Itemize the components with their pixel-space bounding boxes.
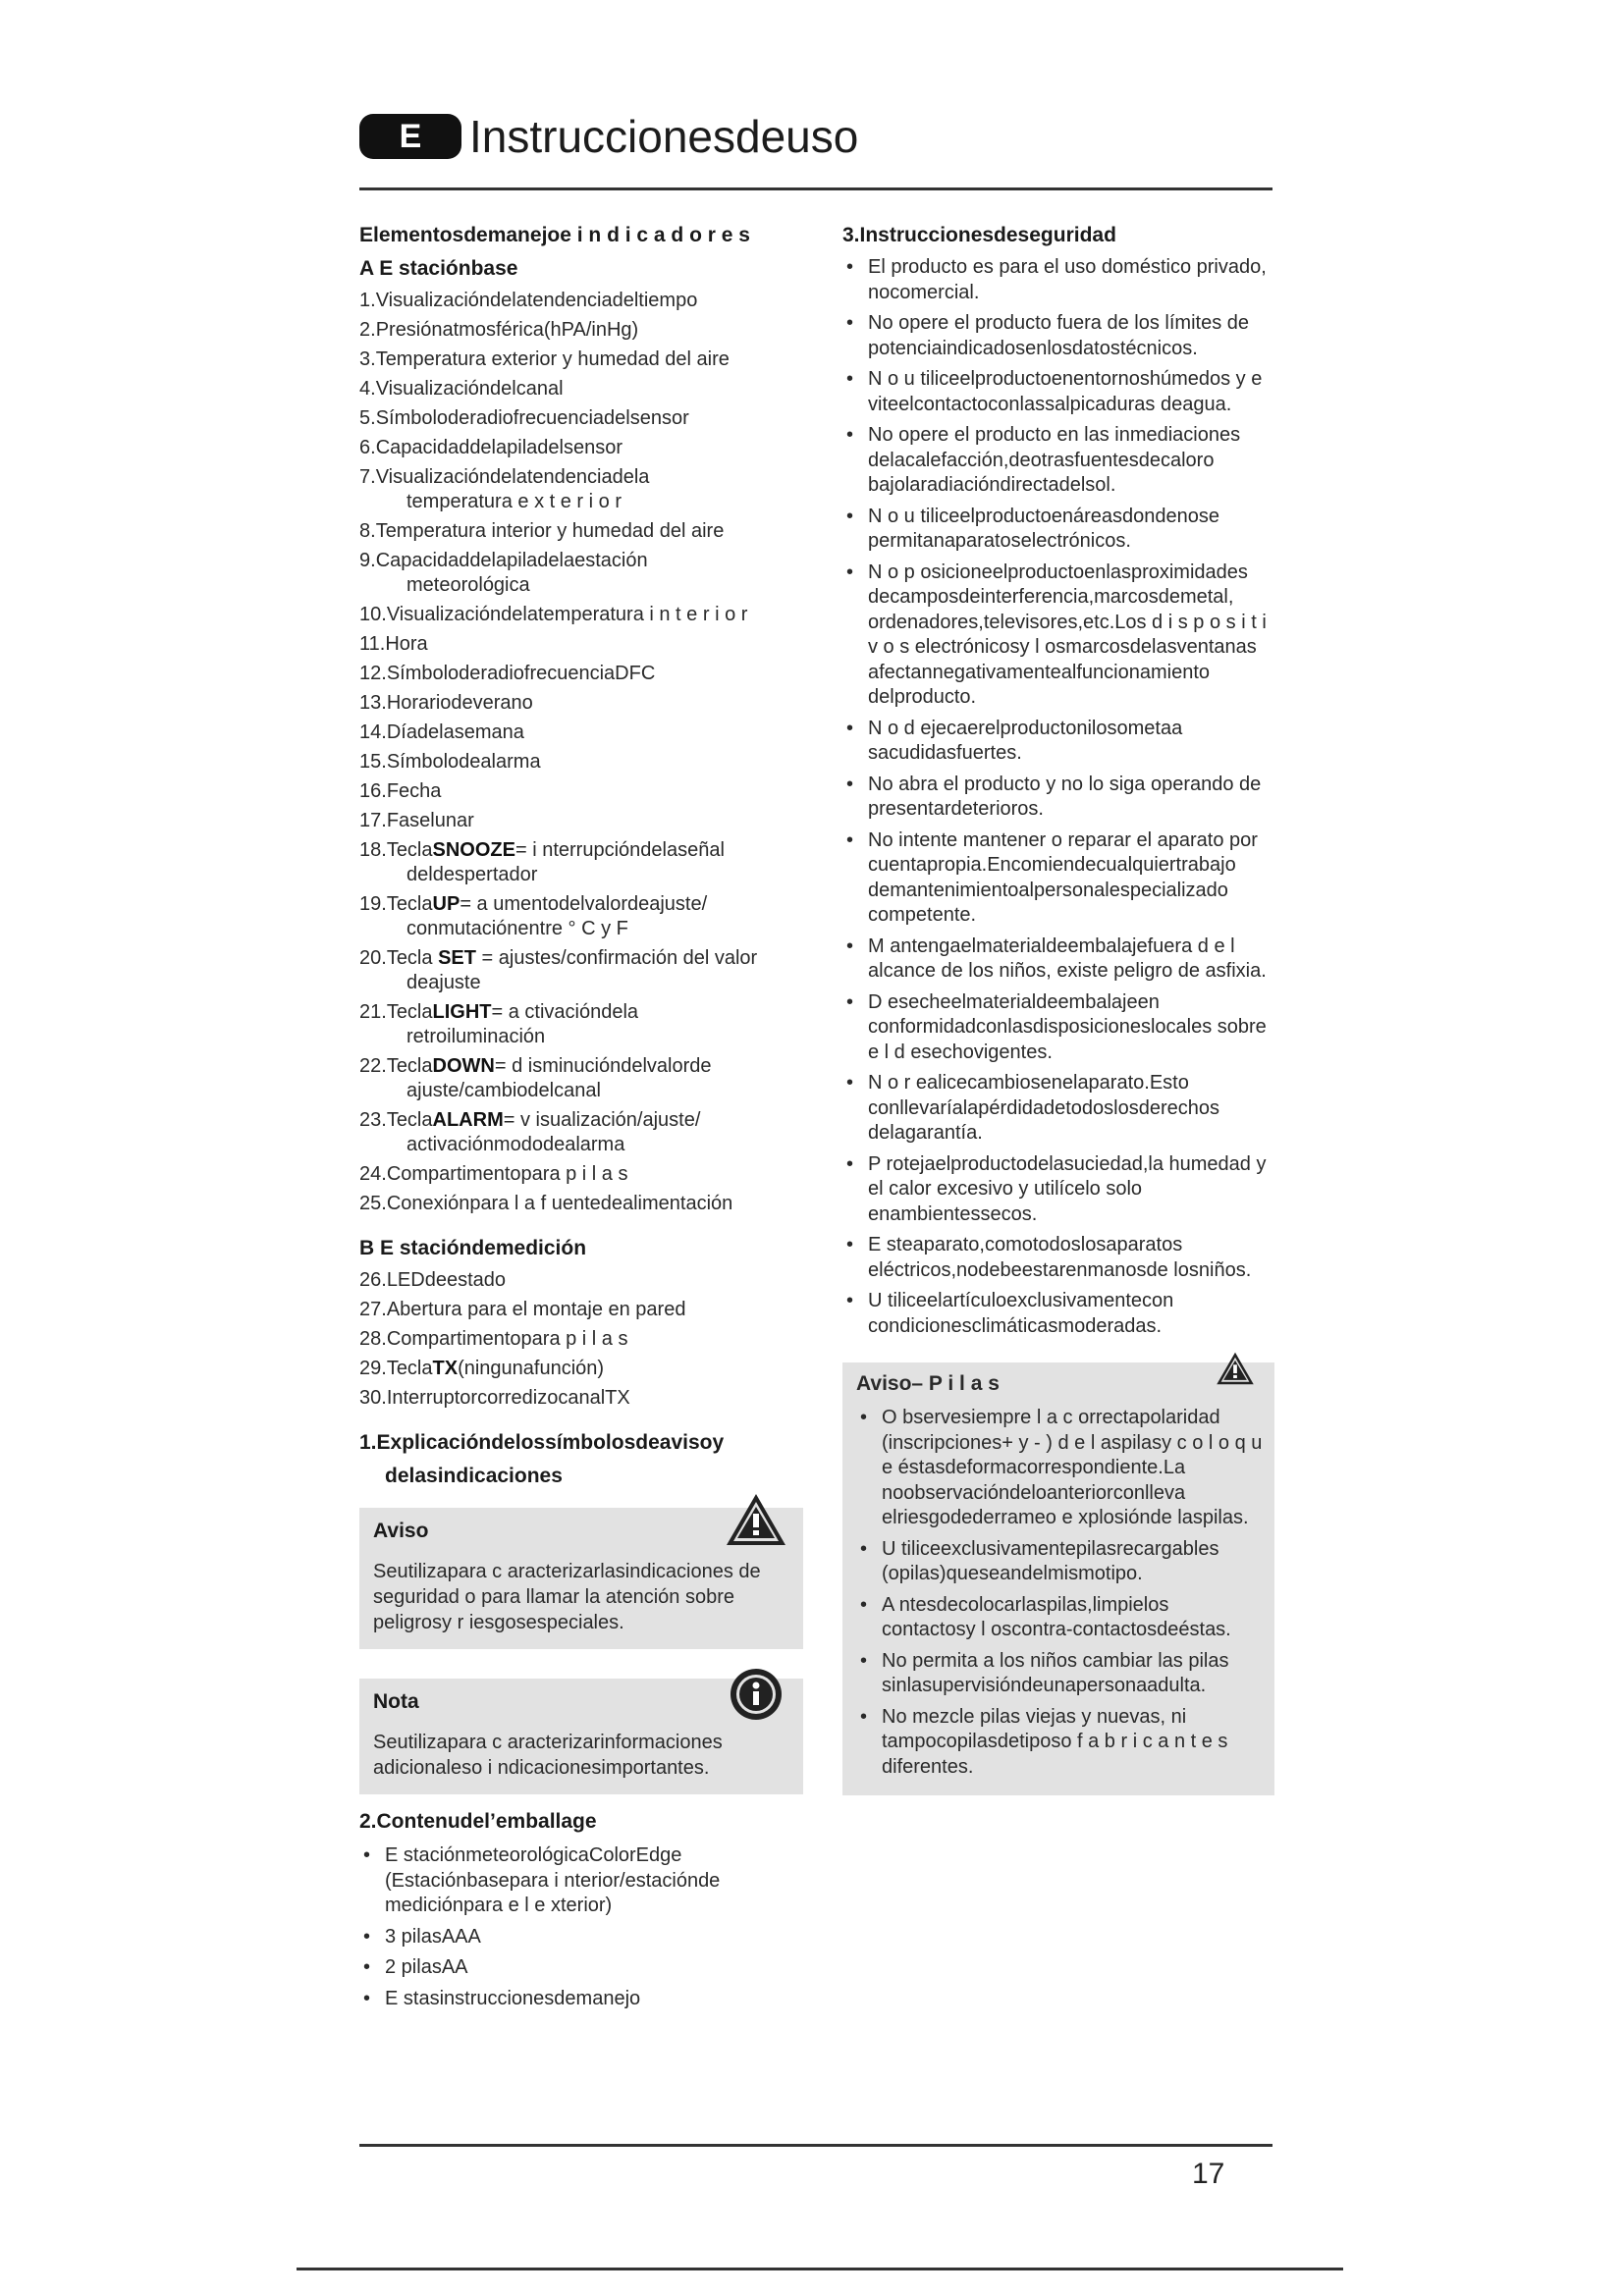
section-title-symbols: 1.Explicacióndelossímbolosdeavisoy: [359, 1431, 725, 1454]
item-number: 22.: [359, 1055, 387, 1077]
list-item: [359, 721, 803, 745]
item-number: 12.: [359, 663, 387, 684]
bullet-item: • E steaparato,comotodoslosaparatos eléctricos,nodebeestarenmanosde losniños.: [842, 1233, 1274, 1283]
list-item: [359, 406, 803, 431]
elements-list-measuring: [359, 1268, 803, 1411]
item-number: 2.: [359, 319, 376, 341]
battery-warning-box: [842, 1362, 1274, 1795]
list-item: [359, 377, 803, 401]
item-continuation: meteorológica: [406, 574, 530, 596]
item-number: 17.: [359, 810, 387, 831]
bullet-item: • N o u tiliceelproductoenáreasdondenose permitanaparatoselectrónicos.: [842, 505, 1274, 555]
item-text: Horariodeverano: [386, 692, 533, 714]
item-text: (ningunafunción): [458, 1358, 605, 1379]
item-prefix: Tecla: [386, 893, 433, 915]
section-title-safety: 3.Instruccionesdeseguridad: [842, 224, 1116, 246]
item-number: 28.: [359, 1328, 387, 1350]
list-item: [359, 289, 803, 313]
section-title-contents: 2.Contenudel’emballage: [359, 1810, 597, 1833]
bullet-item: • U tiliceelartículoexclusivamentecon condicionesclimáticasmoderadas.: [842, 1289, 1274, 1339]
bullet-item: • N o r ealicecambiosenelaparato.Esto conllevaríalapérdidadetodoslosderechos delagarantía.: [842, 1071, 1274, 1147]
list-item: [359, 1192, 803, 1216]
item-text: Capacidaddelapiladelsensor: [375, 437, 623, 458]
item-number: 21.: [359, 1001, 387, 1023]
item-text: Presiónatmosférica(hPA/inHg): [375, 319, 639, 341]
item-text: InterruptorcorredizocanalTX: [386, 1387, 630, 1409]
list-item: [359, 809, 803, 833]
info-icon: [729, 1667, 784, 1722]
item-text: = a ctivacióndela: [491, 1001, 639, 1023]
item-number: 4.: [359, 378, 376, 400]
elements-list-base: [359, 289, 803, 1216]
item-number: 11.: [359, 633, 386, 655]
page-bottom-line: [297, 2268, 1343, 2270]
bullet-item: • 3 pilasAAA: [359, 1925, 803, 1950]
item-continuation: deldespertador: [406, 864, 538, 885]
list-item: [359, 662, 803, 686]
list-item: [359, 1386, 803, 1411]
item-continuation: conmutaciónentre ° C y F: [406, 918, 628, 939]
item-text: Hora: [385, 633, 428, 655]
list-item: [359, 1298, 803, 1322]
item-prefix: Tecla: [386, 1001, 433, 1023]
list-item: [359, 1162, 803, 1187]
contents-list: [359, 1843, 803, 2011]
list-item: [359, 1268, 803, 1293]
item-text: Temperatura interior y humedad del aire: [375, 520, 725, 542]
bullet-item: • E staciónmeteorológicaColorEdge (Estaciónbasepara i nterior/estaciónde mediciónpara e l e xterior): [359, 1843, 803, 1919]
bullet-item: • E stasinstruccionesdemanejo: [359, 1987, 803, 2012]
list-item: [359, 838, 803, 887]
bullet-item: • No abra el producto y no lo siga operando de presentardeterioros.: [842, 773, 1274, 823]
bullet-item: • N o p osicioneelproductoenlasproximidades decamposdeinterferencia,marcosdemetal, ordenadores,televisores,etc.Los d i s p o s i t i v o s electrónicosy l osmarcosdelasventanas afectannegativamentealfuncionamiento delproducto.: [842, 561, 1274, 711]
warning-box: [359, 1508, 803, 1649]
item-number: 8.: [359, 520, 376, 542]
item-text: Fecha: [386, 780, 442, 802]
item-number: 15.: [359, 751, 387, 773]
item-prefix: Tecla: [386, 947, 439, 969]
battery-warning-list: [856, 1406, 1265, 1780]
item-number: 24.: [359, 1163, 387, 1185]
item-text: LEDdeestado: [386, 1269, 507, 1291]
bullet-item: • No permita a los niños cambiar las pilas sinlasupervisióndeunapersonaadulta.: [856, 1649, 1265, 1699]
item-number: 23.: [359, 1109, 387, 1131]
item-text: Visualizacióndelatemperatura i n t e r i o r: [386, 604, 748, 625]
item-text: = v isualización/ajuste/: [503, 1109, 701, 1131]
bullet-item: • N o u tiliceelproductoenentornoshúmedos y e viteelcontactoconlassalpicaduras deagua.: [842, 367, 1274, 417]
bullet-item: • 2 pilasAA: [359, 1955, 803, 1981]
item-prefix: Tecla: [386, 1055, 433, 1077]
item-text: Visualizacióndelcanal: [375, 378, 564, 400]
item-number: 1.: [359, 290, 376, 311]
list-item: [359, 465, 803, 514]
item-continuation: activaciónmododealarma: [406, 1134, 625, 1155]
list-item: [359, 603, 803, 627]
item-number: 13.: [359, 692, 387, 714]
list-item: [359, 779, 803, 804]
bullet-item: • O bservesiempre l a c orrectapolaridad (inscripciones+ y - ) d e l aspilasy c o l o q u e éstasdeformacorrespondiente.La noobservacióndeloanteriorconlleva elriesgodederrameo e xplosiónde laspilas.: [856, 1406, 1265, 1531]
list-item: [359, 347, 803, 372]
item-prefix: Tecla: [386, 1109, 433, 1131]
item-number: 18.: [359, 839, 387, 861]
bullet-item: • U tiliceexclusivamentepilasrecargables (opilas)queseandelmismotipo.: [856, 1537, 1265, 1587]
key-name: DOWN: [432, 1055, 495, 1077]
item-number: 20.: [359, 947, 387, 969]
bullet-item: • M antengaelmaterialdeembalajefuera d e l alcance de los niños, existe peligro de asfixia.: [842, 934, 1274, 985]
item-text: Capacidaddelapiladelaestación: [375, 550, 648, 571]
item-number: 26.: [359, 1269, 387, 1291]
item-number: 10.: [359, 604, 387, 625]
key-name: TX: [432, 1358, 459, 1379]
item-text: Símboloderadiofrecuenciadelsensor: [375, 407, 689, 429]
item-number: 14.: [359, 721, 387, 743]
bullet-item: • N o d ejecaerelproductonilosometaa sacudidasfuertes.: [842, 717, 1274, 767]
warning-triangle-icon: [1216, 1351, 1255, 1386]
item-number: 6.: [359, 437, 376, 458]
item-text: Conexiónpara l a f uentedealimentación: [386, 1193, 733, 1214]
bullet-item: • P rotejaelproductodelasuciedad,la humedad y el calor excesivo y utilícelo solo enambientessecos.: [842, 1152, 1274, 1228]
item-text: Visualizacióndelatendenciadeltiempo: [375, 290, 698, 311]
key-name: SET: [438, 947, 476, 969]
item-number: 29.: [359, 1358, 387, 1379]
list-item: [359, 549, 803, 598]
item-prefix: Tecla: [386, 1358, 433, 1379]
item-text: Compartimentopara p i l a s: [386, 1328, 628, 1350]
key-name: SNOOZE: [432, 839, 515, 861]
list-item: [359, 1108, 803, 1157]
note-title: Nota: [373, 1690, 419, 1713]
bullet-item: • D esecheelmaterialdeembalajeen conformidadconlasdisposicioneslocales sobre e l d esechovigentes.: [842, 990, 1274, 1066]
note-body: Seutilizapara c aracterizarinformaciones adicionaleso i ndicacionesimportantes.: [373, 1732, 723, 1779]
item-text: Símbolodealarma: [386, 751, 541, 773]
key-name: ALARM: [432, 1109, 504, 1131]
subsection-title-base-station: A E staciónbase: [359, 257, 518, 280]
bullet-item: • No intente mantener o reparar el aparato por cuentapropia.Encomiendecualquiertrabajo demantenimientoalpersonalespecializado competente.: [842, 828, 1274, 929]
section-title-elements: Elementosdemanejoe i n d i c a d o r e s: [359, 224, 750, 246]
item-number: 25.: [359, 1193, 387, 1214]
list-item: [359, 1000, 803, 1049]
list-item: [359, 892, 803, 941]
item-text: = d isminucióndelvalorde: [494, 1055, 712, 1077]
warning-body: Seutilizapara c aracterizarlasindicaciones de seguridad o para llamar la atención sobre peligrosy r iesgosespeciales.: [373, 1561, 761, 1633]
section-title-symbols-cont: delasindicaciones: [385, 1465, 563, 1487]
language-badge: E: [359, 114, 461, 159]
warning-title: Aviso: [373, 1520, 429, 1542]
item-continuation: retroiluminación: [406, 1026, 546, 1047]
list-item: [359, 1357, 803, 1381]
item-text: Abertura para el montaje en pared: [386, 1299, 686, 1320]
item-number: 7.: [359, 466, 376, 488]
item-continuation: deajuste: [406, 972, 481, 993]
footer-divider: [359, 2144, 1272, 2147]
page-number: 17: [1192, 2158, 1225, 2190]
item-number: 5.: [359, 407, 376, 429]
list-item: [359, 750, 803, 774]
item-number: 3.: [359, 348, 376, 370]
key-name: UP: [432, 893, 460, 915]
warning-triangle-icon: [725, 1492, 787, 1547]
bullet-item: • No mezcle pilas viejas y nuevas, ni tampocopilasdetiposo f a b r i c a n t e s diferentes.: [856, 1705, 1265, 1781]
item-continuation: temperatura e x t e r i o r: [406, 491, 622, 512]
item-number: 30.: [359, 1387, 387, 1409]
item-text: = a umentodelvalordeajuste/: [460, 893, 708, 915]
item-prefix: Tecla: [386, 839, 433, 861]
subsection-title-measuring-station: B E stacióndemedición: [359, 1237, 587, 1259]
item-text: SímboloderadiofrecuenciaDFC: [386, 663, 656, 684]
bullet-item: • No opere el producto fuera de los límites de potenciaindicadosenlosdatostécnicos.: [842, 311, 1274, 361]
bullet-item: • A ntesdecolocarlaspilas,limpielos contactosy l oscontra-contactosdeéstas.: [856, 1593, 1265, 1643]
item-number: 16.: [359, 780, 387, 802]
note-box: [359, 1679, 803, 1794]
list-item: [359, 691, 803, 716]
item-number: 19.: [359, 893, 387, 915]
safety-list: [842, 255, 1274, 1339]
list-item: [359, 946, 803, 995]
item-text: = i nterrupcióndelaseñal: [514, 839, 725, 861]
bullet-item: • El producto es para el uso doméstico privado, nocomercial.: [842, 255, 1274, 305]
list-item: [359, 519, 803, 544]
list-item: [359, 1054, 803, 1103]
bullet-item: • No opere el producto en las inmediaciones delacalefacción,deotrasfuentesdecaloro bajolaradiacióndirectadelsol.: [842, 423, 1274, 499]
item-number: 27.: [359, 1299, 387, 1320]
left-column: [359, 222, 803, 2017]
item-text: Visualizacióndelatendenciadela: [375, 466, 650, 488]
item-text: Temperatura exterior y humedad del aire: [375, 348, 730, 370]
item-text: Díadelasemana: [386, 721, 524, 743]
item-text: = ajustes/confirmación del valor: [475, 947, 758, 969]
item-text: Compartimentopara p i l a s: [386, 1163, 628, 1185]
header-divider: [359, 187, 1272, 190]
item-text: Faselunar: [386, 810, 474, 831]
key-name: LIGHT: [432, 1001, 492, 1023]
list-item: [359, 1327, 803, 1352]
page-title: Instruccionesdeuso: [469, 111, 859, 162]
item-number: 9.: [359, 550, 376, 571]
battery-warning-title: Aviso– P i l a s: [856, 1372, 1000, 1395]
list-item: [359, 318, 803, 343]
list-item: [359, 436, 803, 460]
list-item: [359, 632, 803, 657]
right-column: [842, 222, 1274, 1795]
item-continuation: ajuste/cambiodelcanal: [406, 1080, 601, 1101]
page-header: [359, 110, 1272, 167]
